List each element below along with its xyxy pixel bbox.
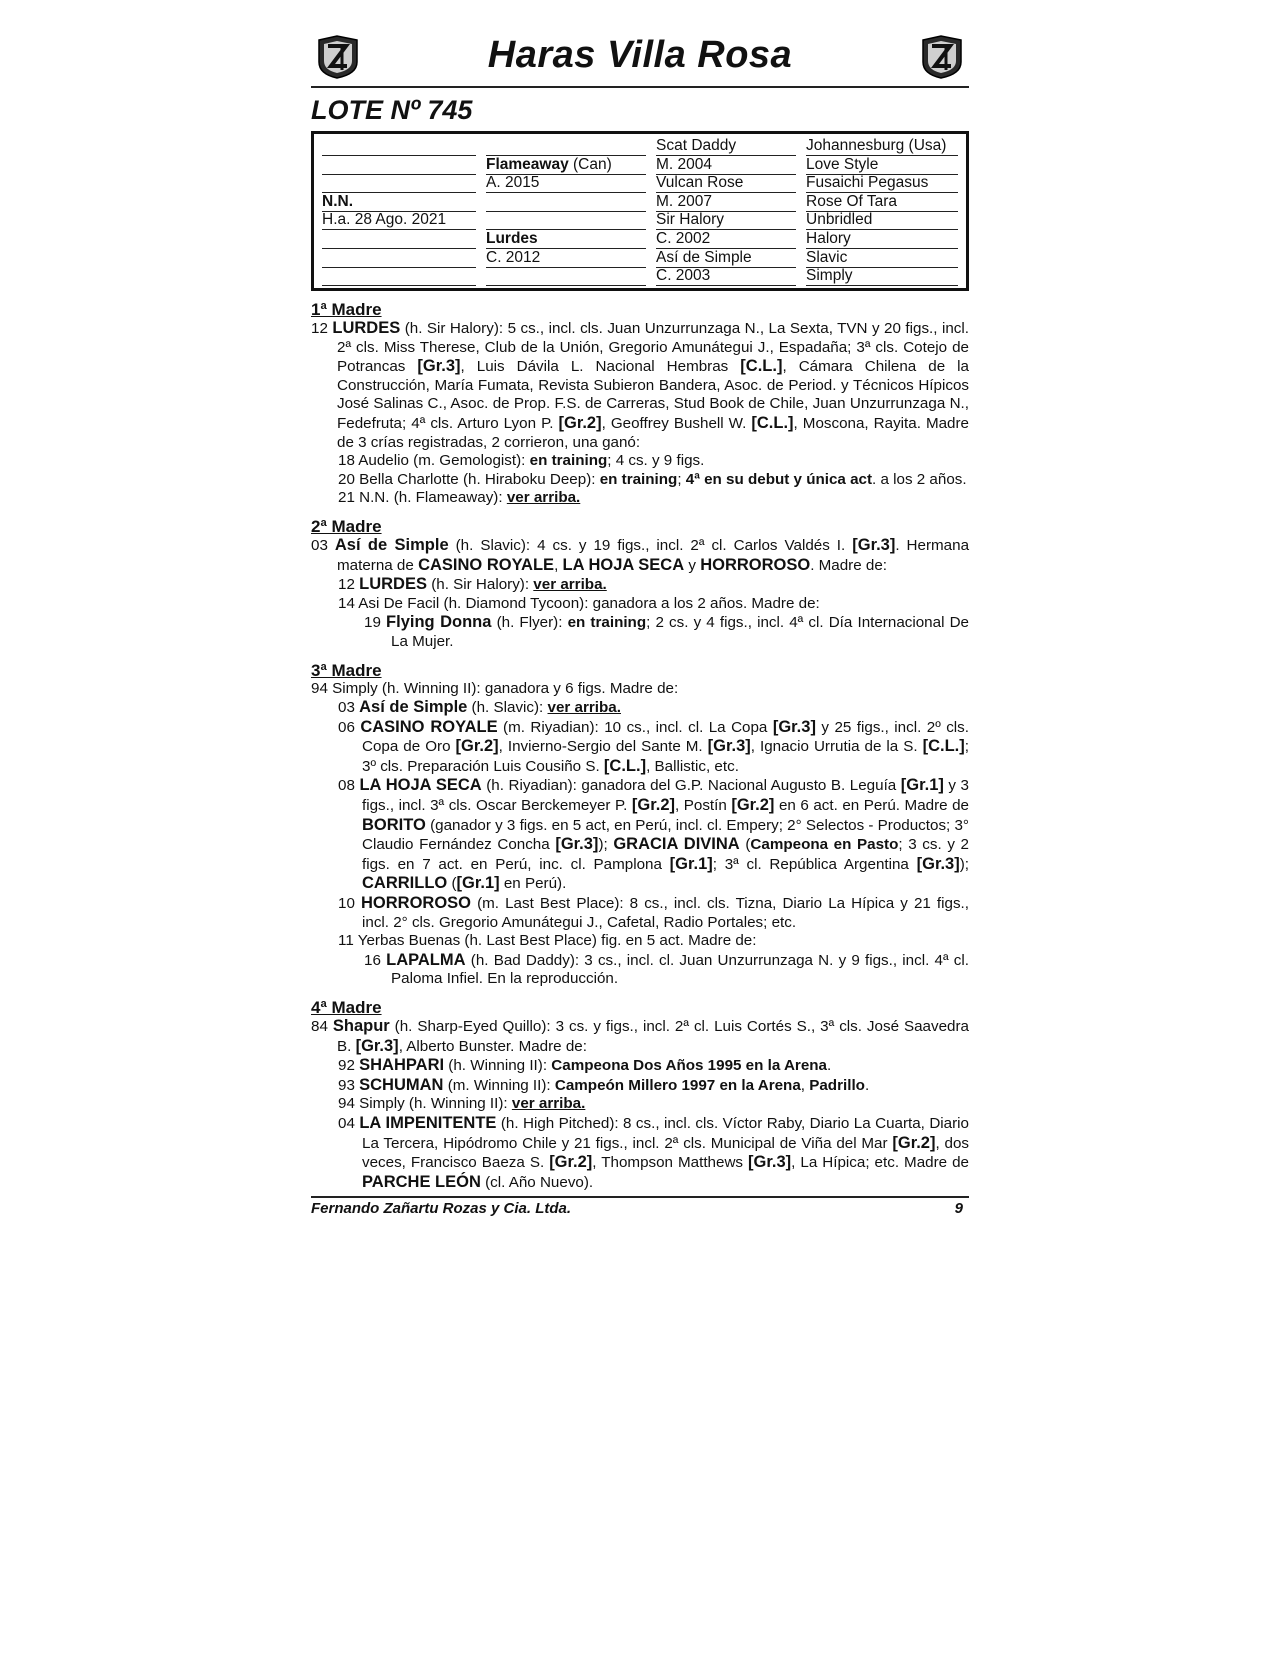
horse-name: SHAHPARI — [359, 1056, 445, 1075]
entry-text: , Invierno-Sergio del Sante M. — [498, 738, 708, 756]
section-heading: 3ª Madre — [311, 660, 382, 680]
pedigree-cell — [322, 267, 476, 286]
entry-text: ; 3ª cl. República Argentina — [712, 855, 917, 873]
entry-text: 14 Asi De Facil (h. Diamond Tycoon): ganadora a los 2 años. Madre de: — [338, 594, 820, 612]
pedigree-cell — [486, 267, 646, 286]
entry-text: 21 N.N. (h. Flameaway): — [338, 489, 507, 507]
page-footer — [311, 1196, 969, 1222]
entry-text: . a los 2 años. — [872, 470, 967, 488]
entry-text: Padrillo — [809, 1076, 865, 1094]
produce-entry — [311, 536, 969, 575]
entry-text: (h. Sir Halory): 5 cs., incl. cls. Juan Unzurrunzaga N., La Sexta, TVN y 20 figs., incl. 2ª cls. Miss Therese, Club de la Unión, Gregorio Amunátegui J., Espadaña; 3ª cls. Cotejo de Potrancas — [337, 320, 969, 376]
entry-text: en training — [599, 470, 678, 488]
pedigree-row — [322, 267, 958, 286]
pedigree-cell: Lurdes — [486, 230, 646, 249]
pedigree-cell: C. 2002 — [656, 230, 796, 249]
pedigree-cell — [322, 137, 476, 156]
produce-entry — [338, 894, 969, 932]
entry-text: (h. Winning II): — [444, 1057, 552, 1075]
entry-text: ver arriba. — [506, 489, 581, 507]
footer-company: Fernando Zañartu Rozas y Cia. Ltda. — [311, 1200, 572, 1218]
entry-text: (h. Bad Daddy): 3 cs., incl. cl. Juan Unzurrunzaga N. y 9 figs., incl. 4ª cl. Paloma Infiel. En la reproducción. — [391, 951, 969, 988]
produce-entry — [338, 698, 969, 718]
entry-text: ver arriba. — [533, 576, 607, 594]
entry-text: Campeona en Pasto — [750, 836, 899, 854]
horse-name: GRACIA DIVINA — [613, 835, 740, 854]
entry-text: (h. Riyadian): ganadora del G.P. Nacional Augusto B. Leguía — [481, 777, 901, 795]
entry-text: (ganador y 3 figs. en 5 act, en Perú, incl. cl. Empery; 2° Selectos - Productos; 3° Claudio Fernández Concha — [362, 816, 969, 854]
entry-text: 92 — [338, 1057, 360, 1075]
pedigree-cell: C. 2012 — [486, 249, 646, 268]
entry-text: en Perú). — [499, 875, 567, 893]
pedigree-cell: M. 2007 — [656, 193, 796, 212]
pedigree-cell: M. 2004 — [656, 156, 796, 175]
horse-name: [C.L.] — [603, 756, 647, 775]
entry-text: 04 — [338, 1114, 360, 1132]
horse-name: [Gr.3] — [555, 835, 599, 854]
pedigree-cell — [322, 230, 476, 249]
pedigree-cell: Simply — [806, 267, 958, 286]
page-number: 9 — [954, 1200, 963, 1218]
pedigree-cell: C. 2003 — [656, 267, 796, 286]
horse-name: [C.L.] — [740, 357, 783, 376]
pedigree-cell: Scat Daddy — [656, 137, 796, 156]
produce-entry — [338, 932, 969, 951]
pedigree-cell — [486, 211, 646, 230]
entry-text: en 6 act. en Perú. Madre de — [774, 797, 969, 815]
entry-text: y 3 figs., incl. 3ª cls. Oscar Berckemeyer P. — [362, 777, 969, 815]
horse-name: [Gr.2] — [549, 1153, 593, 1172]
entry-text: ; 3 cs. y 2 figs. en 7 act. en Perú, inc. cl. Pamplona — [362, 836, 969, 873]
entry-text: , — [800, 1076, 810, 1094]
entry-text: . Madre de: — [810, 556, 888, 574]
pedigree-cell: Vulcan Rose — [656, 174, 796, 193]
pedigree-cell: Flameaway (Can) — [486, 156, 646, 175]
entry-text: 11 Yerbas Buenas (h. Last Best Place) fig. en 5 act. Madre de: — [338, 932, 757, 950]
pedigree-cell — [486, 137, 646, 156]
produce-entry — [338, 776, 969, 894]
entry-text: , Cámara Chilena de la Construcción, María Fumata, Revista Subieron Bandera, Asoc. de Period. y Técnicos Hípicos José Salinas C., Asoc. de Prop. F.S. de Carreras, Stud Book de Chile, Juan Unzurrunzaga N., Fedefruta; 4ª cls. Arturo Lyon P. — [337, 358, 969, 432]
entry-text: 84 — [311, 1018, 333, 1035]
horse-name: [Gr.3] — [852, 535, 896, 554]
horse-name: LA HOJA SECA — [562, 555, 685, 574]
horse-name: [Gr.1] — [456, 874, 500, 893]
pedigree-row — [322, 249, 958, 268]
entry-text: . — [864, 1076, 870, 1094]
horse-name: [Gr.3] — [916, 854, 960, 873]
horse-name: Flying Donna — [386, 613, 492, 632]
dam-section — [311, 661, 969, 990]
pedigree-cell — [322, 249, 476, 268]
entry-text: (m. Winning II): — [443, 1076, 555, 1094]
catalog-page — [311, 30, 969, 1222]
pedigree-row — [322, 137, 958, 156]
entry-text: . Hermana materna de — [337, 536, 970, 574]
entry-text: 18 Audelio (m. Gemologist): — [338, 452, 530, 470]
produce-entry — [338, 1095, 969, 1114]
entry-text: , Moscona, Rayita. Madre de 3 crías registradas, 2 corrieron, una ganó: — [337, 414, 969, 451]
pedigree-table — [311, 131, 969, 291]
entry-text: ; 3º cls. Preparación Luis Cousiño S. — [362, 738, 969, 775]
dam-section — [311, 300, 969, 508]
entry-text: ver arriba. — [547, 699, 621, 717]
horse-name: LAPALMA — [386, 950, 466, 969]
horse-name: LA HOJA SECA — [359, 776, 482, 795]
entry-text: 12 — [311, 320, 333, 337]
horse-name: Así de Simple — [334, 535, 449, 554]
entry-text: 08 — [338, 777, 360, 795]
entry-text: (h. Slavic): 4 cs. y 19 figs., incl. 2ª cl. Carlos Valdés I. — [448, 536, 853, 554]
entry-text: y 25 figs., incl. 2º cls. Copa de Oro — [362, 718, 969, 756]
produce-entry — [338, 1076, 969, 1096]
page-title: Haras Villa Rosa — [487, 34, 793, 76]
produce-entry — [338, 452, 969, 471]
horse-name: PARCHE LEÓN — [362, 1172, 481, 1191]
pedigree-cell: N.N. — [322, 193, 476, 212]
entry-text: (m. Last Best Place): 8 cs., incl. cls. Tizna, Diario La Hípica y 21 figs., incl. 2° cls. Gregorio Amunátegui J., Cafetal, Radio Portales; etc. — [362, 895, 969, 931]
pedigree-cell: Fusaichi Pegasus — [806, 174, 958, 193]
entry-text: , Alberto Bunster. Madre de: — [398, 1037, 587, 1055]
horse-name: Así de Simple — [359, 698, 468, 717]
horse-name: HORROROSO — [700, 555, 811, 574]
entry-text: 19 — [364, 614, 387, 632]
pedigree-cell: Halory — [806, 230, 958, 249]
pedigree-row — [322, 230, 958, 249]
entry-text: en training — [529, 452, 608, 470]
entry-text: 06 — [338, 718, 361, 736]
horse-name: [Gr.1] — [669, 854, 713, 873]
entry-text: (h. Sharp-Eyed Quillo): 3 cs. y figs., incl. 2ª cl. Luis Cortés S., 3ª cls. José Saavedra B. — [337, 1018, 969, 1055]
entry-text: 03 — [311, 536, 335, 554]
entry-text: y — [684, 556, 701, 574]
entry-text: 94 Simply (h. Winning II): — [338, 1095, 512, 1113]
section-heading: 1ª Madre — [311, 300, 382, 319]
pedigree-cell — [322, 156, 476, 175]
pedigree-row — [322, 156, 958, 175]
lot-number: LOTE Nº 745 — [311, 95, 473, 125]
entry-text: en training — [567, 614, 647, 632]
produce-entry — [338, 1056, 969, 1076]
produce-entry — [338, 575, 969, 595]
pedigree-cell: H.a. 28 Ago. 2021 — [322, 211, 476, 230]
horse-name: [Gr.3] — [748, 1153, 792, 1172]
produce-entry — [311, 319, 969, 452]
entry-text: , La Hípica; etc. Madre de — [791, 1154, 969, 1172]
entry-text: ); — [959, 855, 969, 873]
pedigree-row — [322, 174, 958, 193]
entry-text: (m. Riyadian): 10 cs., incl. cl. La Copa — [497, 718, 773, 736]
horse-name: CARRILLO — [362, 874, 448, 893]
entry-text: , Luis Dávila L. Nacional Hembras — [460, 358, 741, 376]
pedigree-cell — [486, 193, 646, 212]
entry-text: 93 — [338, 1076, 360, 1094]
entry-text: (cl. Año Nuevo). — [480, 1173, 594, 1191]
entry-text: ; — [677, 470, 686, 488]
horse-name: CASINO ROYALE — [418, 555, 555, 574]
entry-text: , Ballistic, etc. — [646, 757, 739, 775]
entry-text: , — [554, 556, 563, 574]
entry-text: , Thompson Matthews — [592, 1154, 749, 1172]
entry-text: 03 — [338, 699, 360, 717]
entry-text: , Postín — [675, 797, 732, 815]
pedigree-row — [322, 211, 958, 230]
horse-name: BORITO — [362, 815, 426, 834]
horse-name: CASINO ROYALE — [360, 717, 498, 736]
produce-entry — [364, 613, 969, 651]
horse-name: [Gr.3] — [355, 1036, 399, 1055]
pedigree-cell: Johannesburg (Usa) — [806, 137, 958, 156]
entry-text: , dos veces, Francisco Baeza S. — [362, 1134, 969, 1172]
horse-name: HORROROSO — [360, 894, 471, 913]
horse-name: [Gr.2] — [631, 796, 676, 815]
pedigree-cell: Rose Of Tara — [806, 193, 958, 212]
entry-text: 4ª en su debut y única act — [685, 470, 873, 488]
entry-text: , Geoffrey Bushell W. — [601, 414, 752, 432]
produce-entry — [338, 489, 969, 508]
horse-name: [Gr.2] — [892, 1133, 936, 1152]
entry-text: Campeona Dos Años 1995 en la Arena — [551, 1057, 827, 1075]
zr-monogram-icon — [919, 32, 965, 80]
horse-name: LURDES — [332, 319, 401, 337]
entry-text: ); — [598, 836, 614, 854]
produce-entry — [338, 471, 969, 490]
family-sections — [311, 300, 969, 1192]
entry-text: (h. High Pitched): 8 cs., incl. cls. Víctor Raby, Diario La Cuarta, Diario La Tercera, Hipódromo Chile y 21 figs., incl. 2ª cls. Municipal de Viña del Mar — [362, 1114, 970, 1152]
entry-text: 20 Bella Charlotte (h. Hiraboku Deep): — [338, 470, 600, 488]
horse-name: [C.L.] — [922, 737, 965, 756]
horse-name: [Gr.2] — [731, 796, 775, 815]
page-header — [311, 30, 969, 88]
entry-text: ( — [739, 836, 751, 854]
produce-entry — [311, 1017, 969, 1056]
entry-text: 12 — [338, 576, 360, 594]
pedigree-cell: A. 2015 — [486, 174, 646, 193]
entry-text: ver arriba. — [511, 1095, 586, 1113]
pedigree-cell: Slavic — [806, 249, 958, 268]
entry-text: . — [827, 1057, 832, 1075]
horse-name: [Gr.2] — [558, 413, 602, 432]
horse-name: [Gr.3] — [417, 357, 461, 376]
dam-section — [311, 517, 969, 652]
horse-name: [C.L.] — [751, 413, 794, 432]
entry-text: 16 — [364, 951, 387, 969]
entry-text: Campeón Millero 1997 en la Arena — [554, 1076, 801, 1094]
produce-entry — [338, 595, 969, 614]
entry-text: (h. Slavic): — [467, 699, 548, 717]
horse-name: [Gr.3] — [707, 737, 751, 756]
pedigree-cell: Sir Halory — [656, 211, 796, 230]
section-heading: 2ª Madre — [311, 516, 382, 536]
dam-section — [311, 998, 969, 1192]
entry-text: 10 — [338, 895, 361, 913]
entry-text: 94 Simply (h. Winning II): ganadora y 6 figs. Madre de: — [311, 679, 679, 697]
entry-text: (h. Flyer): — [491, 614, 568, 632]
horse-name: SCHUMAN — [359, 1075, 444, 1094]
produce-entry — [364, 951, 969, 989]
entry-text: (h. Sir Halory): — [426, 576, 534, 594]
entry-text: ( — [447, 875, 457, 893]
pedigree-cell: Love Style — [806, 156, 958, 175]
horse-name: LURDES — [359, 575, 427, 594]
entry-text: ; 4 cs. y 9 figs. — [607, 452, 705, 470]
pedigree-row — [322, 193, 958, 212]
section-heading: 4ª Madre — [311, 998, 382, 1017]
horse-name: Shapur — [332, 1017, 390, 1035]
produce-entry — [311, 680, 969, 699]
horse-name: [Gr.2] — [455, 737, 499, 756]
entry-text: , Ignacio Urrutia de la S. — [750, 738, 923, 756]
horse-name: [Gr.3] — [772, 717, 816, 736]
pedigree-cell: Unbridled — [806, 211, 958, 230]
horse-name: [Gr.1] — [900, 776, 944, 795]
entry-text: ; 2 cs. y 4 figs., incl. 4ª cl. Día Internacional De La Mujer. — [391, 614, 969, 650]
horse-name: LA IMPENITENTE — [359, 1113, 497, 1132]
pedigree-cell — [322, 174, 476, 193]
produce-entry — [338, 1114, 969, 1192]
produce-entry — [338, 718, 969, 777]
pedigree-cell: Así de Simple — [656, 249, 796, 268]
